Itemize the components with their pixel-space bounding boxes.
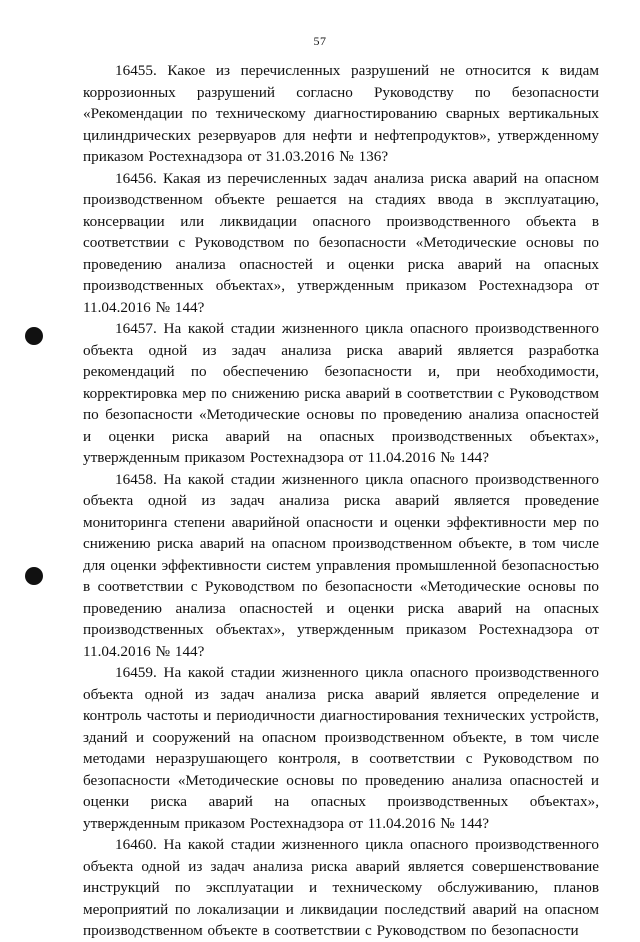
questions-list <box>83 60 599 942</box>
question-16456: 16456. Какая из перечисленных задач анализа риска аварий на опасном производственном объекте решается на стадиях ввода в эксплуатацию, консервации или ликвидации опасного производственного объекта в соответствии с Руководством по безопасности «Методические основы по проведению анализа опасностей и оценки риска аварий на опасных производственных объектах», утвержденным приказом Ростехнадзора от 11.04.2016 № 144? <box>83 169 599 316</box>
punch-hole-mark <box>25 567 43 585</box>
question-16457: 16457. На какой стадии жизненного цикла опасного производственного объекта одной из задач анализа риска аварий является разработка рекомендаций по обеспечению безопасности и, при необходимости, корректировка мер по снижению риска аварий в соответствии с Руководством по безопасности «Методические основы по проведению анализа опасностей и оценки риска аварий на опасных производственных объектах», утвержденным приказом Ростехнадзора от 11.04.2016 № 144? <box>83 320 599 466</box>
question-16455: 16455. Какое из перечисленных разрушений не относится к видам коррозионных разрушений согласно Руководству по безопасности «Рекомендации по техническому диагностированию сварных вертикальных цилиндрических резервуаров для нефти и нефтепродуктов», утвержденному приказом Ростехнадзора от 31.03.2016 № 136? <box>83 62 599 165</box>
question-16458: 16458. На какой стадии жизненного цикла опасного производственного объекта одной из задач анализа риска аварий является проведение мониторинга степени аварийной опасности и оценки эффективности мер по снижению риска аварий на опасном производственном объекте, в том числе для оценки эффективности систем управления промышленной безопасностью в соответствии с Руководством по безопасности «Методические основы по проведению анализа опасностей и оценки риска аварий на опасных производственных объектах», утвержденным приказом Ростехнадзора от 11.04.2016 № 144? <box>83 470 599 660</box>
question-16460: 16460. На какой стадии жизненного цикла опасного производственного объекта одной из задач анализа риска аварий является совершенствование инструкций по эксплуатации и техническому обслуживанию, планов мероприятий по локализации и ликвидации последствий аварий на опасном производственном объекте в соответствии с Руководством по безопасности <box>83 836 599 939</box>
punch-hole-mark <box>25 327 43 345</box>
question-16459: 16459. На какой стадии жизненного цикла опасного производственного объекта одной из задач анализа риска аварий является определение и контроль частоты и периодичности диагностирования технических устройств, зданий и сооружений на опасном производственном объекте, в том числе методами неразрушающего контроля, в соответствии с Руководством по безопасности «Методические основы по проведению анализа опасностей и оценки риска аварий на опасных производственных объектах», утвержденным приказом Ростехнадзора от 11.04.2016 № 144? <box>83 664 599 832</box>
page-number: 57 <box>313 34 327 48</box>
